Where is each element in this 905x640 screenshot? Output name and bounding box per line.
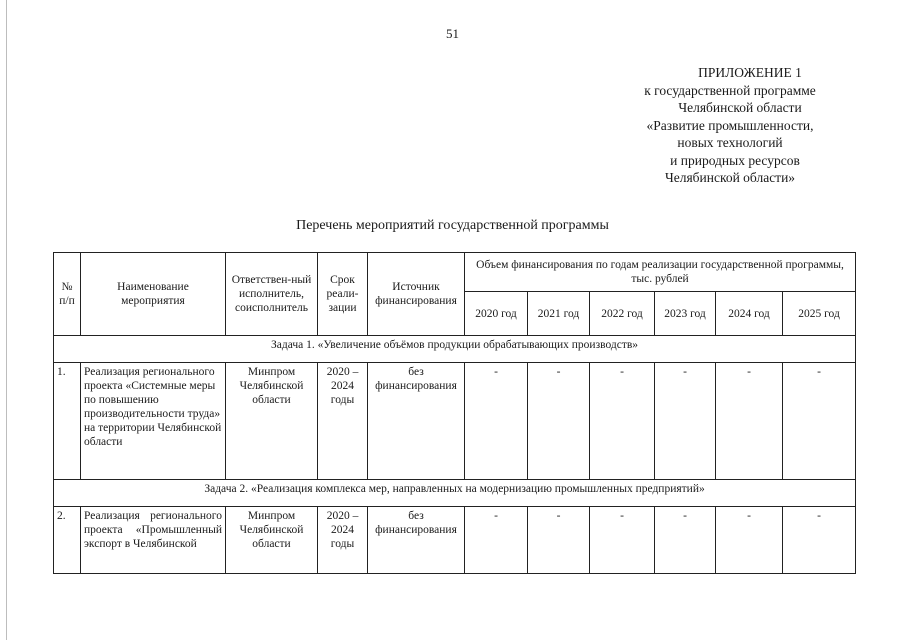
header-num: № п/п	[54, 253, 81, 336]
row-source: без финансирования	[368, 363, 465, 480]
task-title: Задача 1. «Увеличение объёмов продукции обрабатывающих производств»	[54, 336, 856, 363]
header-year: 2025 год	[783, 292, 856, 336]
task-title: Задача 2. «Реализация комплекса мер, направленных на модернизацию промышленных предприятий»	[54, 480, 856, 507]
row-num: 2.	[54, 507, 81, 574]
appendix-line: Челябинской области»	[664, 170, 796, 185]
row-source: без финансирования	[368, 507, 465, 574]
table-row	[54, 507, 856, 574]
appendix-line: «Развитие промышленности,	[646, 117, 814, 133]
row-value: -	[716, 363, 783, 480]
row-responsible: Минпром Челябинской области	[226, 507, 318, 574]
header-term: Срок реали-зации	[318, 253, 368, 336]
row-value: -	[590, 363, 655, 480]
row-value: -	[590, 507, 655, 574]
row-responsible: Минпром Челябинской области	[226, 363, 318, 480]
page-edge-line	[6, 0, 7, 640]
row-term: 2020 – 2024 годы	[318, 363, 368, 480]
row-num: 1.	[54, 363, 81, 480]
row-name: Реализация регионального проекта «Системные меры по повышению производительности труда» на территории Челябинской области	[81, 363, 226, 480]
task-row	[54, 480, 856, 507]
header-source: Источник финансирования	[368, 253, 465, 336]
page-number: 51	[446, 26, 459, 41]
program-table	[53, 252, 856, 574]
appendix-line: к государственной программе	[644, 82, 816, 98]
appendix-line: Челябинской области	[678, 100, 802, 115]
header-year: 2020 год	[465, 292, 528, 336]
row-term: 2020 – 2024 годы	[318, 507, 368, 574]
row-value: -	[465, 507, 528, 574]
row-value: -	[465, 363, 528, 480]
header-year: 2021 год	[528, 292, 590, 336]
header-year: 2023 год	[655, 292, 716, 336]
header-row	[54, 253, 856, 292]
row-value: -	[528, 363, 590, 480]
task-row	[54, 336, 856, 363]
row-value: -	[783, 507, 856, 574]
appendix-title: ПРИЛОЖЕНИЕ 1	[698, 65, 802, 80]
appendix-block	[600, 64, 860, 187]
row-value: -	[716, 507, 783, 574]
header-name: Наименование мероприятия	[81, 253, 226, 336]
document-title: Перечень мероприятий государственной программы	[296, 218, 609, 233]
header-responsible: Ответствен-ный исполнитель, соисполнитель	[226, 253, 318, 336]
appendix-line: и природных ресурсов	[670, 152, 800, 168]
header-year: 2022 год	[590, 292, 655, 336]
table-row	[54, 363, 856, 480]
row-value: -	[655, 507, 716, 574]
appendix-line: новых технологий	[677, 135, 783, 150]
row-name: Реализация регионального проекта «Промышленный экспорт в Челябинской	[81, 507, 226, 574]
row-value: -	[655, 363, 716, 480]
row-value: -	[528, 507, 590, 574]
row-value: -	[783, 363, 856, 480]
header-year: 2024 год	[716, 292, 783, 336]
header-funding: Объем финансирования по годам реализации государственной программы, тыс. рублей	[465, 253, 856, 292]
